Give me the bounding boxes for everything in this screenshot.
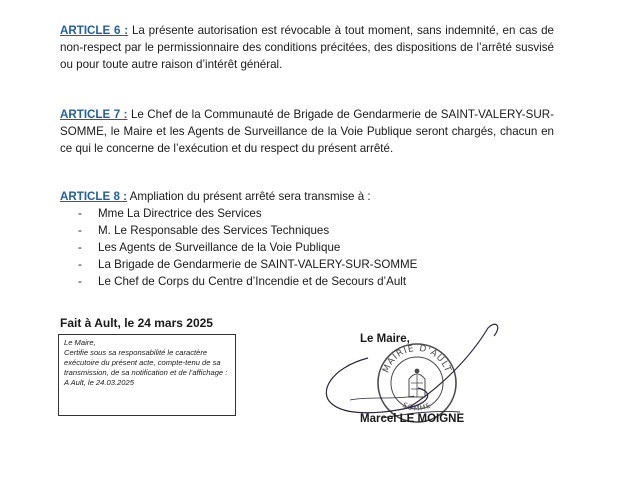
article-6 <box>60 22 554 73</box>
certification-title: Le Maire, <box>64 338 96 347</box>
article-6-label: ARTICLE 6 : <box>60 24 129 37</box>
article-8 <box>60 188 554 290</box>
article-7 <box>60 106 554 157</box>
list-item: - Les Agents de Surveillance de la Voie Publique <box>60 239 554 256</box>
article-7-text: Le Chef de la Communauté de Brigade de Gendarmerie de SAINT-VALERY-SUR-SOMME, le Maire et les Agents de Surveillance de la Voie Publique seront chargés, chacun en ce qui le concerne de l’exécution et du respect du présent arrêté. <box>60 108 554 155</box>
mayor-title: Le Maire, <box>360 333 410 345</box>
fait-a-ault: Fait à Ault, le 24 mars 2025 <box>60 316 213 330</box>
certification-box <box>58 334 236 416</box>
list-item: - Mme La Directrice des Services <box>60 205 554 222</box>
recipients-list <box>60 205 554 290</box>
list-item: - Le Chef de Corps du Centre d’Incendie et de Secours d’Ault <box>60 273 554 290</box>
certification-text: Certifie sous sa responsabilité le caractère exécutoire du présent acte, compte-tenu de sa transmission, de sa notification et de l’affichage : <box>64 348 228 377</box>
mayor-name: Marcel LE MOIGNE <box>360 413 465 425</box>
list-item: - La Brigade de Gendarmerie de SAINT-VALERY-SUR-SOMME <box>60 256 554 273</box>
article-7-label: ARTICLE 7 : <box>60 108 128 121</box>
article-6-text: La présente autorisation est révocable à tout moment, sans indemnité, en cas de non-respect par le permissionnaire des conditions précitées, des dispositions de l’arrêté susvisé ou pour toute autre raison d’intérêt général. <box>60 24 554 71</box>
seal-text: MAIRIE D'AULT <box>381 343 453 375</box>
list-item: - M. Le Responsable des Services Techniques <box>60 222 554 239</box>
seal-bottom-text: SOMME <box>401 401 433 413</box>
article-8-label: ARTICLE 8 : <box>60 190 127 203</box>
certification-date: A Ault, le 24.03.2025 <box>64 378 134 387</box>
article-8-text: Ampliation du présent arrêté sera transmise à : <box>127 190 371 203</box>
